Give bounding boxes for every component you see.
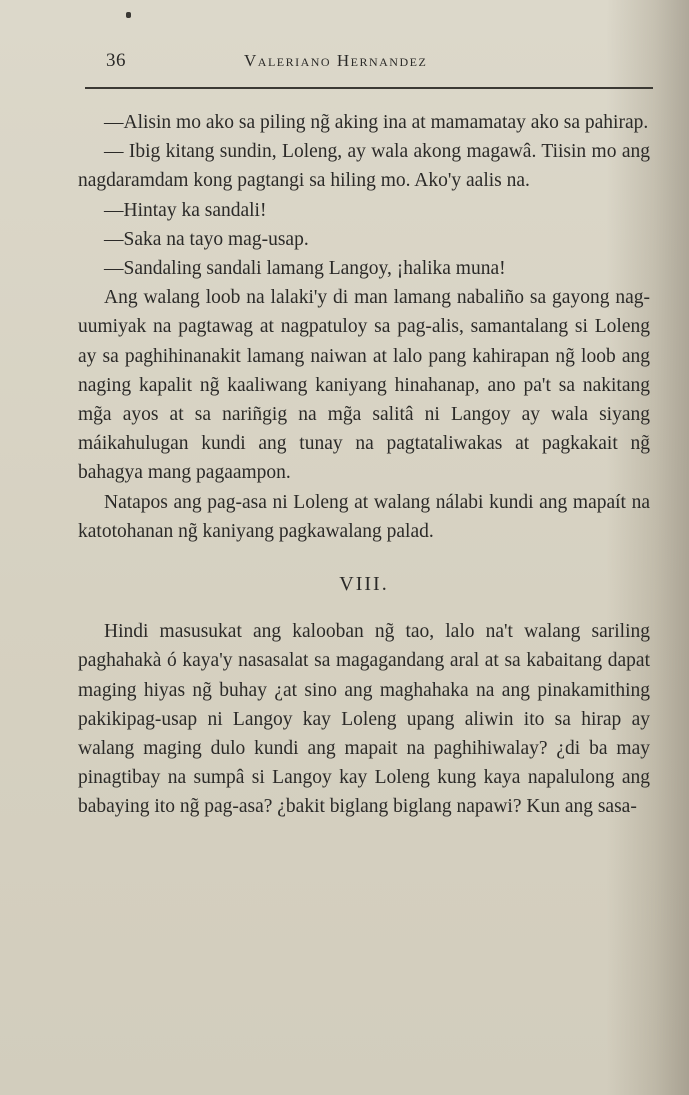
paragraph: —Alisin mo ako sa piling ng̃ aking ina at mamamatay ako sa pahirap. (104, 112, 649, 133)
paragraph: — Ibig kitang sundin, Loleng, ay wala akong magawâ. Tiisin mo ang nagdaramdam kong pagtangi sa hiling mo. Ako'y aalis na. (78, 141, 650, 192)
paragraph: —Sandaling sandali lamang Langoy, ¡halika muna! (104, 258, 506, 280)
paragraph: —Saka na tayo mag-usap. (104, 228, 309, 250)
running-title: Valeriano Hernandez (244, 51, 428, 70)
paragraph: —Hintay ka sandali! (104, 199, 267, 221)
paragraph: Ang walang loob na lalaki'y di man lamang nabaliño sa gayong nag-uumiyak na pagtawag at nagpatuloy sa pag-alis, samantalang si Loleng ay sa paghihinanakit lamang naiwan at lalo pang kahirapan ng̃ loob ang naging kapalit ng̃ kaaliwang kaniyang hinahanap, ano pa't sa nakitang mg̃a ayos at sa nariñgig na mg̃a salitâ ni Langoy ay wala siyang máikahulugan kundi ang tunay na pagtataliwakas at pagkakait ng̃ bahagya mang pagaampon. (78, 287, 650, 484)
running-head (104, 50, 664, 84)
header-rule (85, 87, 653, 89)
page-number: 36 (106, 50, 126, 71)
ink-speck (126, 12, 131, 18)
paragraph: Natapos ang pag-asa ni Loleng at walang nálabi kundi ang mapaít na katotohanan ng̃ kaniyang pagkawalang palad. (78, 491, 650, 542)
body-text (78, 108, 650, 822)
chapter-heading: VIII. (339, 573, 389, 596)
paragraph: Hindi masusukat ang kalooban ng̃ tao, lalo na't walang sariling paghahakà ó kaya'y nasasalat sa magagandang aral at sa kabaitang dapat maging hiyas ng̃ buhay ¿at sino ang maghahaka na ang pinakamithing pakikipag-usap ni Langoy kay Loleng upang aliwin ito sa hirap ay walang maging dulo kundi ang mapait na paghihiwalay? ¿di ba may pinagtibay na sumpâ si Langoy kay Loleng kung kaya napalulong ang babaying ito ng̃ pag-asa? ¿bakit biglang biglang napawi? Kun ang sasa- (78, 621, 650, 818)
